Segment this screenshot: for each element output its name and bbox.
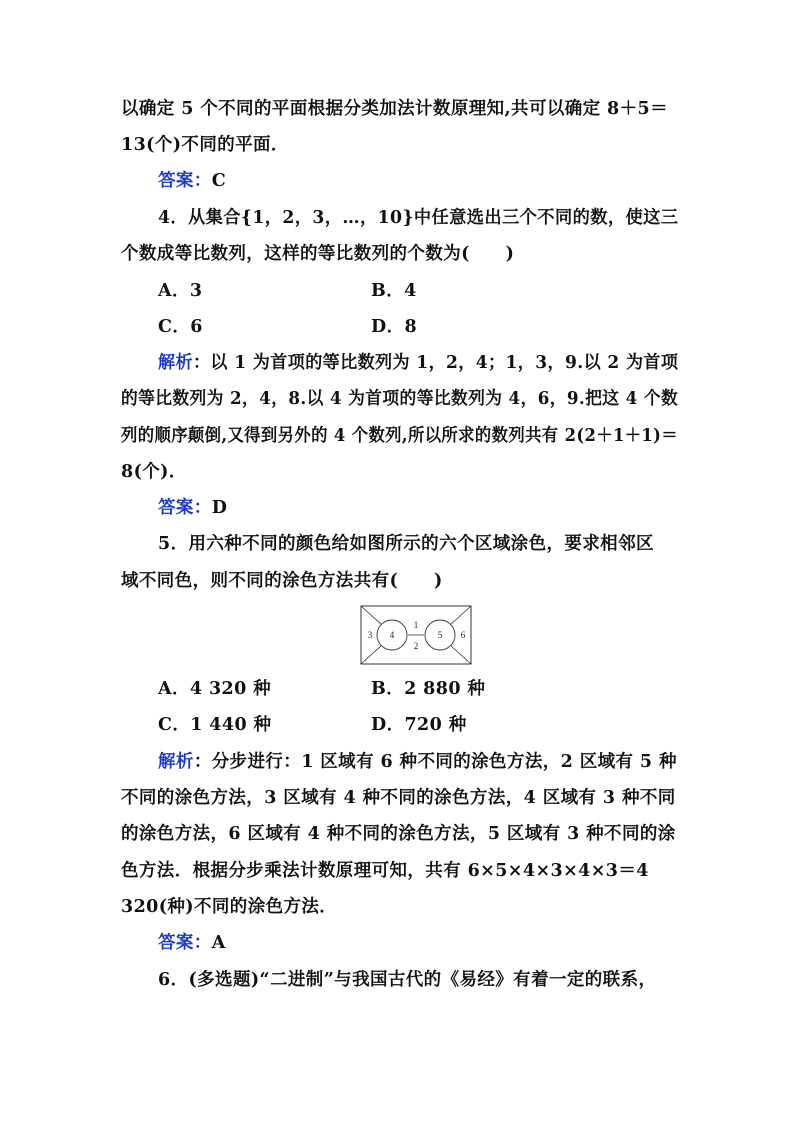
region-diagram	[360, 605, 472, 665]
text-line: 8(个)．	[121, 462, 187, 482]
text-line: 的涂色方法，6 区域有 4 种不同的涂色方法，5 区域有 3 种不同的涂	[121, 824, 676, 844]
text-line: 色方法．根据分步乘法计数原理可知，共有 6×5×4×3×4×3＝4	[121, 861, 649, 881]
question-5: 5．用六种不同的颜色给如图所示的六个区域涂色，要求相邻区	[158, 534, 654, 554]
region-label-2: 2	[413, 641, 419, 651]
region-label-3: 3	[367, 630, 373, 640]
answer-q3	[158, 169, 226, 193]
option-b: B．2 880 种	[371, 679, 486, 699]
question-6: 6．(多选题)“二进制”与我国古代的《易经》有着一定的联系，	[158, 970, 657, 990]
answer-label: 答案：	[158, 498, 212, 518]
answer-label: 答案：	[158, 933, 212, 953]
answer-value: C	[211, 171, 227, 191]
region-label-4: 4	[389, 630, 395, 640]
analysis-text: ：以 1 为首项的等比数列为 1，2，4；1，3，9.以 2 为首项	[192, 353, 679, 373]
answer-q5	[158, 931, 226, 955]
option-b: B．4	[371, 281, 417, 301]
option-c: C．6	[158, 317, 203, 337]
answer-value: A	[211, 933, 226, 953]
q5-options-row-2	[158, 713, 467, 737]
analysis-label: 解析	[158, 353, 193, 373]
option-c: C．1 440 种	[158, 715, 272, 735]
region-label-1: 1	[413, 620, 419, 630]
option-a: A．3	[158, 281, 203, 301]
region-label-5: 5	[437, 630, 443, 640]
question-4: 4．从集合{1，2，3，…，10}中任意选出三个不同的数，使这三	[158, 208, 679, 228]
analysis-q4	[158, 351, 678, 375]
option-d: D．720 种	[371, 715, 467, 735]
analysis-text: ：分步进行：1 区域有 6 种不同的涂色方法，2 区域有 5 种	[193, 752, 677, 772]
text-line: 以确定 5 个不同的平面根据分类加法计数原理知,共可以确定 8＋5＝	[121, 99, 668, 119]
text-line: 的等比数列为 2，4，8.以 4 为首项的等比数列为 4，6，9.把这 4 个数	[121, 389, 679, 409]
text-line: 13(个)不同的平面．	[121, 135, 289, 155]
option-d: D．8	[371, 317, 418, 337]
analysis-q5	[158, 750, 677, 774]
answer-label: 答案：	[158, 171, 212, 191]
q5-options-row-1	[158, 677, 486, 701]
q4-options-row-1	[158, 279, 417, 303]
q4-options-row-2	[158, 315, 418, 339]
analysis-label: 解析	[158, 752, 194, 772]
text-line: 320(种)不同的涂色方法．	[121, 897, 338, 917]
text-line: 不同的涂色方法，3 区域有 4 种不同的涂色方法，4 区域有 3 种不同	[121, 788, 676, 808]
region-label-6: 6	[460, 630, 466, 640]
text-line: 域不同色，则不同的涂色方法共有( )	[121, 571, 443, 591]
text-line: 列的顺序颠倒,又得到另外的 4 个数列,所以所求的数列共有 2(2＋1＋1)＝	[121, 426, 679, 446]
answer-value: D	[211, 498, 228, 518]
text-line: 个数成等比数列，这样的等比数列的个数为( )	[121, 244, 515, 264]
option-a: A．4 320 种	[158, 679, 272, 699]
answer-q4	[158, 496, 227, 520]
